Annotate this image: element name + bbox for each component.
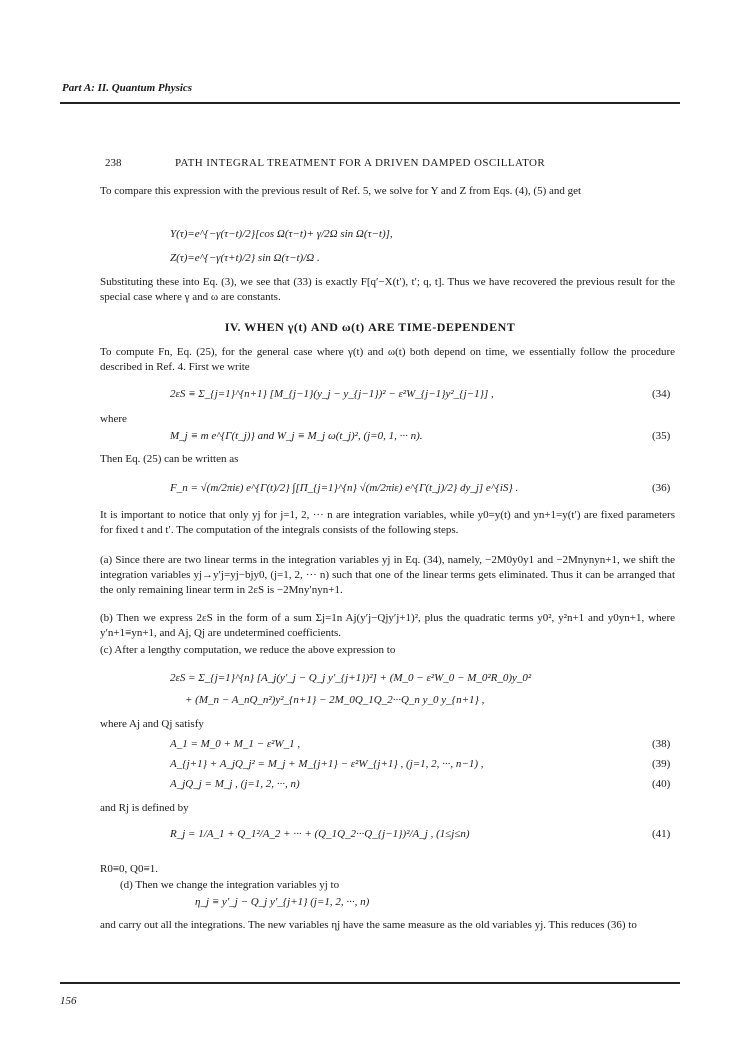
equation-38: A_1 = M_0 + M_1 − ε²W_1 , xyxy=(170,738,301,750)
paragraph-step-d: (d) Then we change the integration variables yj to xyxy=(120,879,340,891)
equation-number: (40) xyxy=(652,778,671,790)
equation-36: F_n = √(m/2πiε) e^{Γ(t)/2} ∫[Π_{j=1}^{n} √(m/2πiε) e^{Γ(t_j)/2} dy_j] e^{iS} . xyxy=(170,482,519,494)
paragraph: To compare this expression with the previous result of Ref. 5, we solve for Y and Z from Eqs. (4), (5) and get xyxy=(100,185,582,197)
paragraph: Then Eq. (25) can be written as xyxy=(100,453,239,465)
paragraph: and carry out all the integrations. The new variables ηj have the same measure as the old variables yj. This reduces (36) to xyxy=(100,919,637,931)
equation-41: R_j = 1/A_1 + Q_1²/A_2 + ··· + (Q_1Q_2···Q_{j−1})²/A_j , (1≤j≤n) xyxy=(170,828,470,840)
equation-number: (35) xyxy=(652,430,671,442)
equation-37-line1: 2εS = Σ_{j=1}^{n} [A_j(y′_j − Q_j y′_{j+1})²] + (M_0 − ε²W_0 − M_0²R_0)y_0² xyxy=(170,672,532,684)
equation-35: M_j ≡ m e^{Γ(t_j)} and W_j ≡ M_j ω(t_j)², (j=0, 1, ··· n). xyxy=(170,430,423,442)
running-title: PATH INTEGRAL TREATMENT FOR A DRIVEN DAMPED OSCILLATOR xyxy=(175,157,546,169)
paragraph: R0≡0, Q0≡1. xyxy=(100,863,158,875)
equation-number: (41) xyxy=(652,828,671,840)
equation-eta: η_j ≡ y′_j − Q_j y′_{j+1} (j=1, 2, ···, n) xyxy=(195,896,370,908)
equation-number: (39) xyxy=(652,758,671,770)
equation-number: (34) xyxy=(652,388,671,400)
label-where: where xyxy=(100,413,127,425)
paragraph-step-c: (c) After a lengthy computation, we reduce the above expression to xyxy=(100,644,396,656)
footer-page-number: 156 xyxy=(60,995,77,1007)
paragraph: To compute Fn, Eq. (25), for the general case where γ(t) and ω(t) both depend on time, we essentially follow the procedure described in Ref. 4. First we write xyxy=(100,346,675,373)
header-rule xyxy=(60,102,680,104)
equation-39: A_{j+1} + A_jQ_j² = M_j + M_{j+1} − ε²W_{j+1} , (j=1, 2, ···, n−1) , xyxy=(170,758,484,770)
equation-y: Y(τ)=e^{−γ(τ−t)/2}[cos Ω(τ−t)+ γ/2Ω sin Ω(τ−t)], xyxy=(170,228,393,240)
equation-40: A_jQ_j = M_j , (j=1, 2, ···, n) xyxy=(170,778,300,790)
paragraph-step-a: (a) Since there are two linear terms in the integration variables yj in Eq. (34), namely, −2M0y0y1 and −2Mnynyn+1, we shift the integration variables yj→y′j=yj−bjy0, (j=1, 2, ··· n) such that one of the linear terms gets eliminated. Thus it can be arranged that the only remaining linear term in 2εS is −2Mny′nyn+1. xyxy=(100,554,675,596)
equation-37-line2: + (M_n − A_nQ_n²)y²_{n+1} − 2M_0Q_1Q_2···Q_n y_0 y_{n+1} , xyxy=(185,694,485,706)
paragraph: Substituting these into Eq. (3), we see that (33) is exactly F[q′−X(t′), t′; q, t]. Thus we have recovered the previous result for the special case where γ and ω are constants. xyxy=(100,276,675,303)
footer-rule xyxy=(60,982,680,984)
part-header: Part A: II. Quantum Physics xyxy=(62,82,193,94)
equation-34: 2εS ≡ Σ_{j=1}^{n+1} [M_{j−1}(y_j − y_{j−1})² − ε²W_{j−1}y²_{j−1}] , xyxy=(170,388,494,400)
section-heading: IV. WHEN γ(t) AND ω(t) ARE TIME-DEPENDENT xyxy=(224,320,516,334)
equation-number: (38) xyxy=(652,738,671,750)
equation-number: (36) xyxy=(652,482,671,494)
paragraph: where Aj and Qj satisfy xyxy=(100,718,204,730)
paragraph: and Rj is defined by xyxy=(100,802,189,814)
paragraph-step-b: (b) Then we express 2εS in the form of a sum Σj=1n Aj(y′j−Qjy′j+1)², plus the quadratic terms y0², y²n+1 and y0yn+1, where y′n+1≡yn+1, and Aj, Qj are undetermined coefficients. xyxy=(100,612,675,639)
paragraph: It is important to notice that only yj for j=1, 2, ··· n are integration variables, while y0=y(t) and yn+1=y(t′) are fixed parameters for fixed t and t′. The computation of the integrals consists of the following steps. xyxy=(100,509,675,536)
equation-z: Z(τ)=e^{−γ(τ+t)/2} sin Ω(τ−t)/Ω . xyxy=(170,252,320,264)
page-number: 238 xyxy=(105,157,122,169)
